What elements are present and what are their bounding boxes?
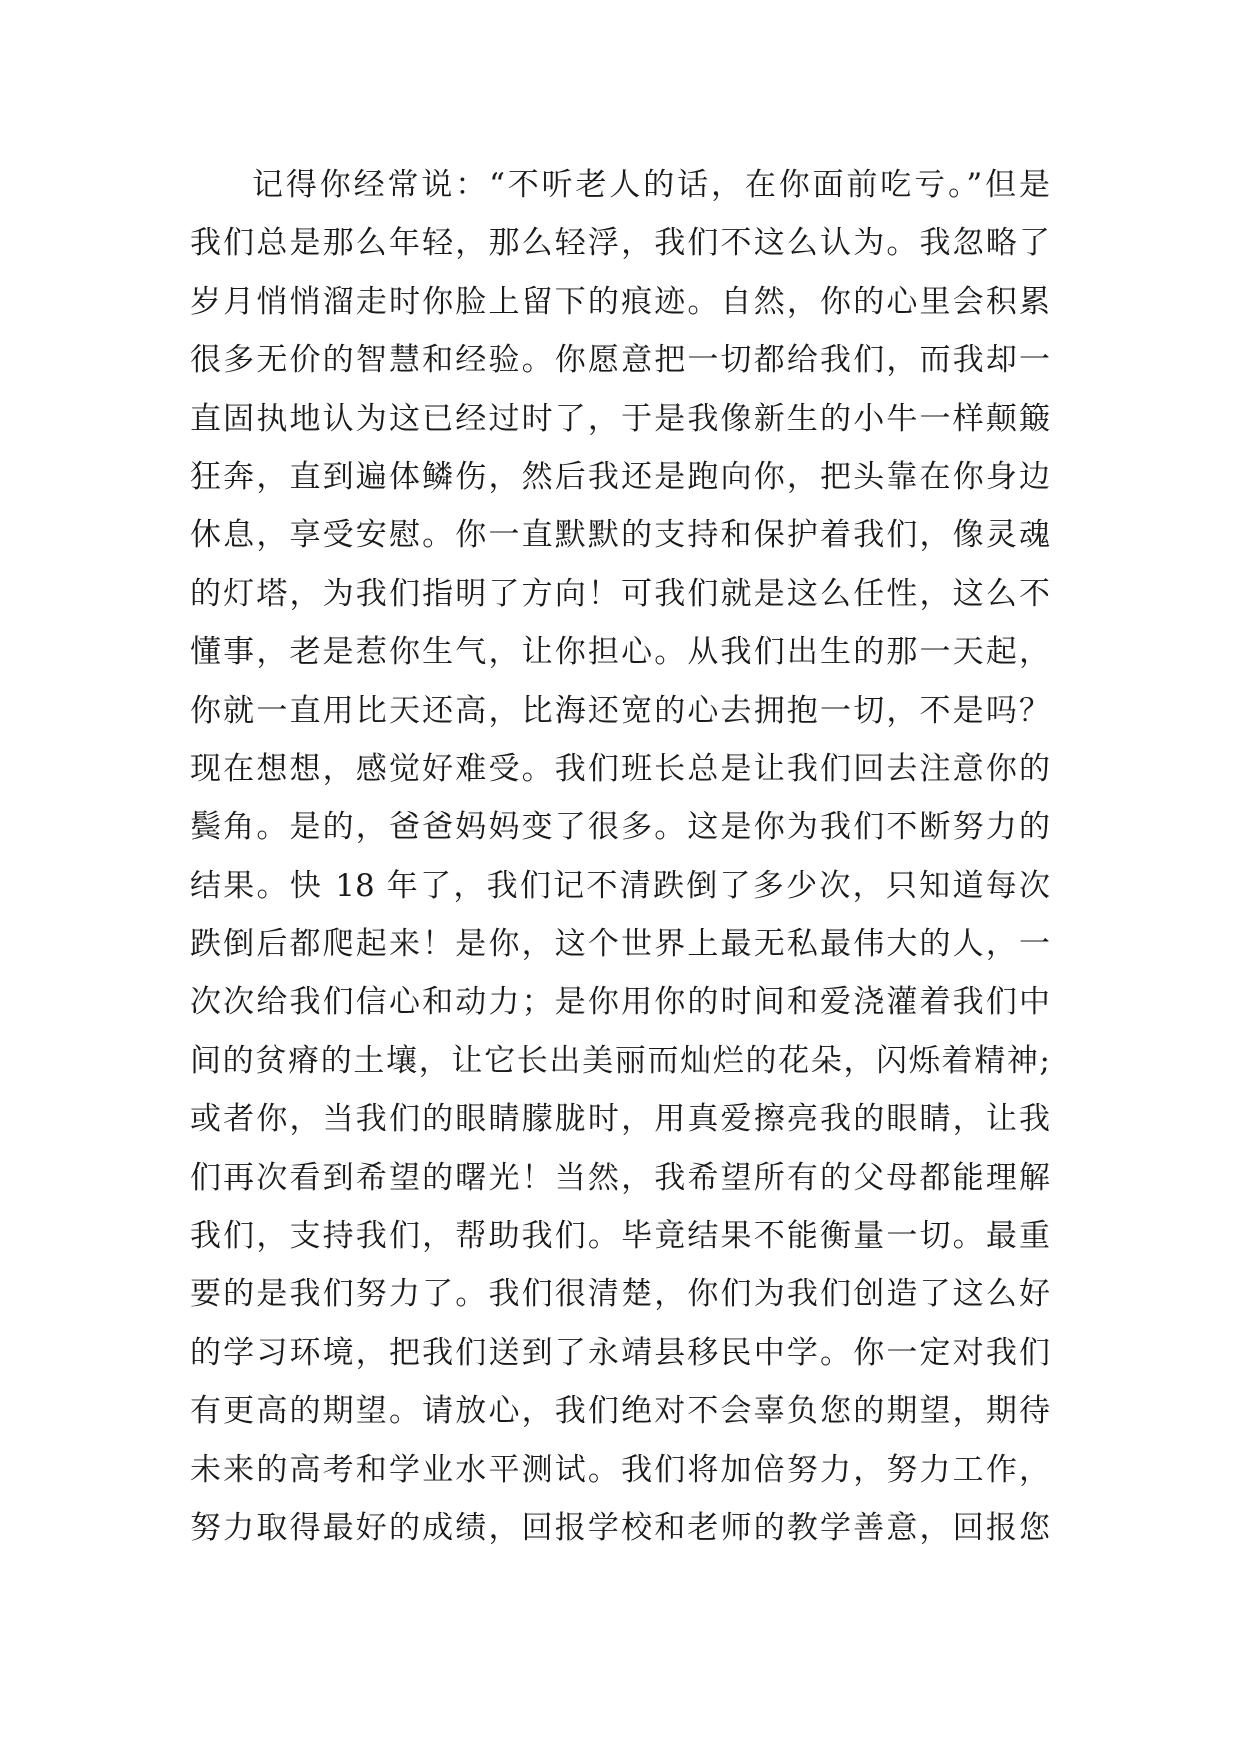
paragraph-line: 现在想想，感觉好难受。我们班长总是让我们回去注意你的 [190,750,1050,787]
paragraph-line: 休息，享受安慰。你一直默默的支持和保护着我们，像灵魂 [190,517,1050,554]
paragraph-line: 努力取得最好的成绩，回报学校和老师的教学善意，回报您 [190,1509,1050,1546]
paragraph-line: 狂奔，直到遍体鳞伤，然后我还是跑向你，把头靠在你身边 [190,458,1050,495]
paragraph-line: 结果。快 18 年了，我们记不清跌倒了多少次，只知道每次 [190,867,1050,904]
paragraph-line: 岁月悄悄溜走时你脸上留下的痕迹。自然，你的心里会积累 [190,283,1050,320]
paragraph-line: 要的是我们努力了。我们很清楚，你们为我们创造了这么好 [190,1276,1050,1313]
paragraph-line: 的灯塔，为我们指明了方向！可我们就是这么任性，这么不 [190,575,1050,612]
paragraph-line: 们再次看到希望的曙光！当然，我希望所有的父母都能理解 [190,1159,1050,1196]
paragraph-line: 懂事，老是惹你生气，让你担心。从我们出生的那一天起， [190,634,1050,671]
paragraph-line: 或者你，当我们的眼睛朦胧时，用真爱擦亮我的眼睛，让我 [190,1101,1050,1138]
paragraph-line: 的学习环境，把我们送到了永靖县移民中学。你一定对我们 [190,1334,1050,1371]
paragraph-line: 我们总是那么年轻，那么轻浮，我们不这么认为。我忽略了 [190,225,1050,262]
body-paragraph [190,156,1050,1557]
paragraph-line: 间的贫瘠的土壤，让它长出美丽而灿烂的花朵，闪烁着精神; [190,1042,1050,1079]
paragraph-line: 次次给我们信心和动力；是你用你的时间和爱浇灌着我们中 [190,984,1050,1021]
paragraph-line: 直固执地认为这已经过时了，于是我像新生的小牛一样颠簸 [190,400,1050,437]
paragraph-line: 跌倒后都爬起来！是你，这个世界上最无私最伟大的人，一 [190,926,1050,963]
paragraph-line: 未来的高考和学业水平测试。我们将加倍努力，努力工作， [190,1451,1050,1488]
paragraph-line: 你就一直用比天还高，比海还宽的心去拥抱一切，不是吗？ [190,692,1050,729]
paragraph-line: 记得你经常说：“不听老人的话，在你面前吃亏。”但是 [252,167,1050,203]
paragraph-line: 很多无价的智慧和经验。你愿意把一切都给我们，而我却一 [190,342,1050,379]
paragraph-line: 有更高的期望。请放心，我们绝对不会辜负您的期望，期待 [190,1393,1050,1430]
paragraph-line: 鬓角。是的，爸爸妈妈变了很多。这是你为我们不断努力的 [190,809,1050,846]
paragraph-line: 我们，支持我们，帮助我们。毕竟结果不能衡量一切。最重 [190,1218,1050,1255]
